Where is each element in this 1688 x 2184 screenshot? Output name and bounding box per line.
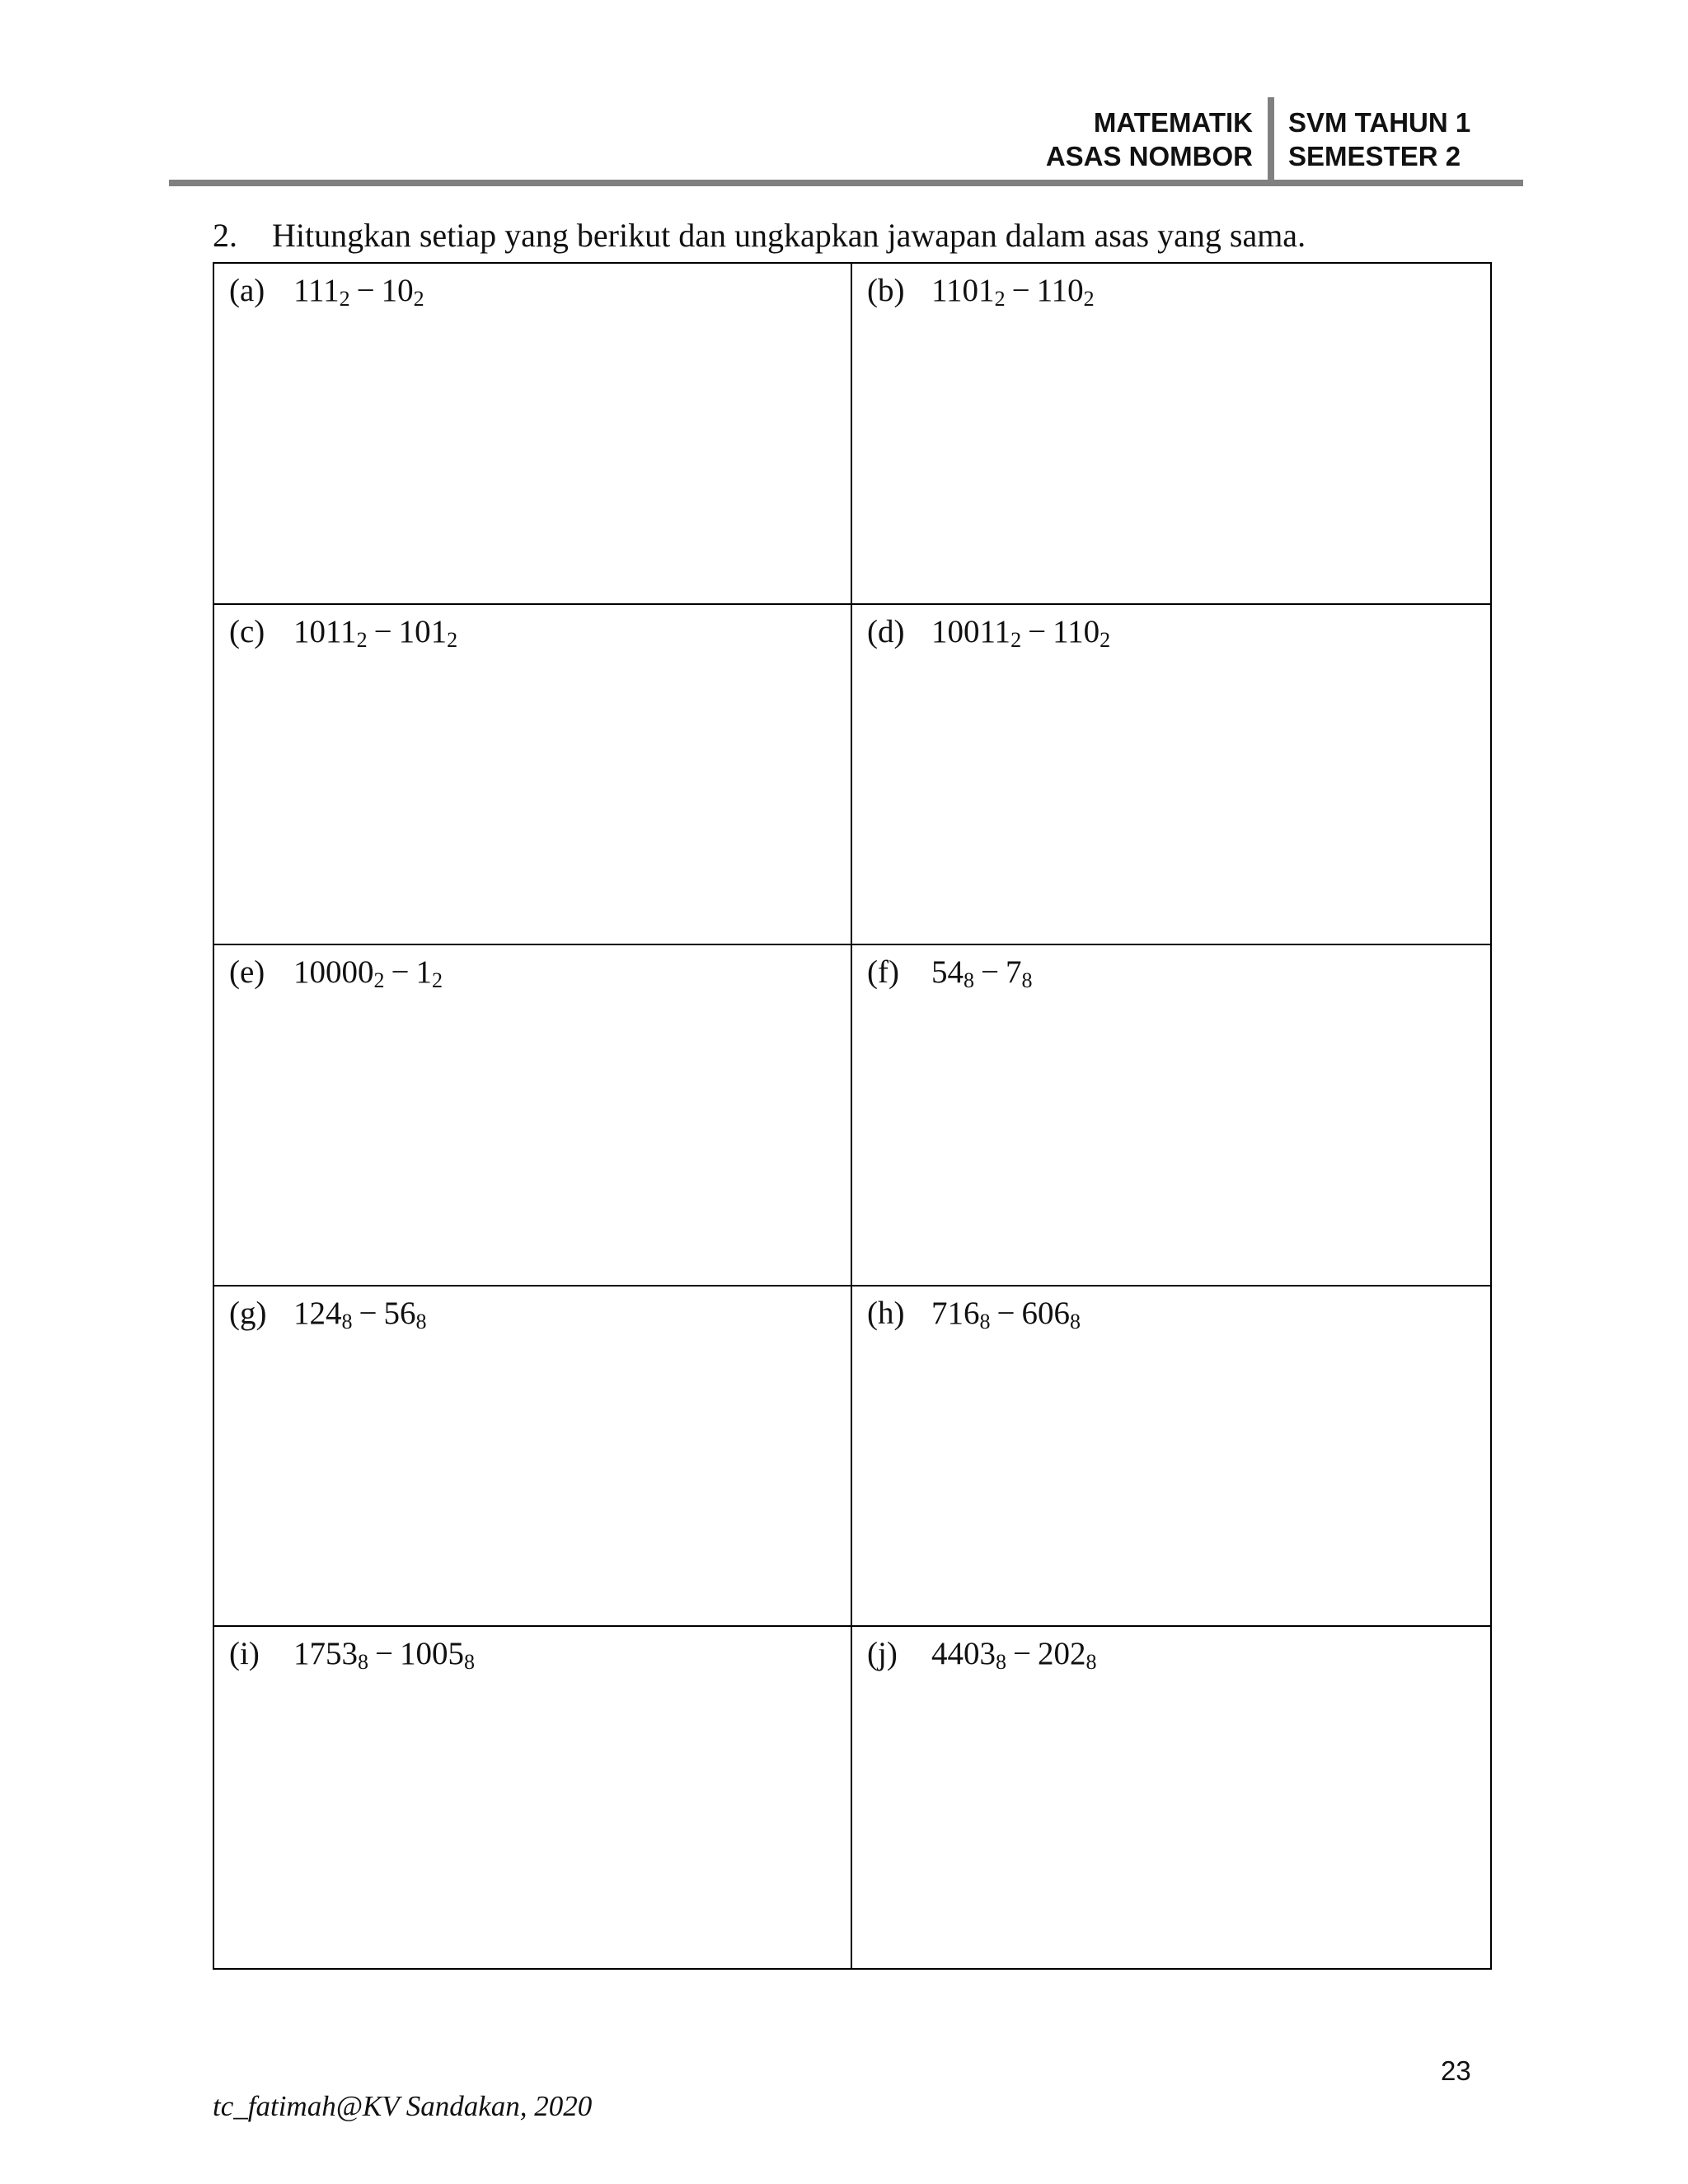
- operand-b: 110: [1053, 613, 1100, 649]
- minus-operator: −: [1028, 613, 1047, 649]
- minus-operator: −: [391, 954, 410, 991]
- operand-b: 1: [415, 954, 432, 991]
- operand-a: 54: [931, 954, 964, 991]
- item-expression: [931, 1296, 1081, 1331]
- operand-b-base: 8: [1021, 968, 1033, 993]
- operand-a-base: 2: [1010, 627, 1022, 652]
- operand-b: 101: [398, 613, 448, 649]
- question-heading: [213, 216, 1306, 255]
- operand-a-base: 2: [373, 968, 385, 993]
- operand-a: 124: [293, 1295, 342, 1331]
- operand-b: 10: [381, 273, 414, 308]
- minus-operator: −: [359, 1295, 377, 1331]
- item-label: (c): [229, 613, 265, 649]
- operand-b-base: 8: [1070, 1309, 1081, 1333]
- operand-b: 7: [1006, 954, 1022, 991]
- item-label: (e): [229, 954, 265, 991]
- minus-operator: −: [375, 1636, 393, 1672]
- item-expression: [293, 1636, 475, 1675]
- footer-credit: tc_fatimah@KV Sandakan, 2020: [213, 2090, 593, 2122]
- answer-cell[interactable]: [214, 1286, 852, 1628]
- header-divider: [1268, 97, 1274, 185]
- answer-cell[interactable]: [214, 945, 852, 1286]
- page-number: 23: [1441, 2055, 1471, 2086]
- answer-cell[interactable]: [214, 1627, 852, 1968]
- item-expression: [293, 1296, 427, 1331]
- operand-b-base: 8: [464, 1650, 475, 1675]
- operand-b-base: 2: [447, 627, 458, 652]
- answer-cell[interactable]: [214, 605, 852, 946]
- operand-a: 10000: [293, 954, 374, 991]
- operand-b-base: 8: [415, 1309, 427, 1333]
- question-text: Hitungkan setiap yang berikut dan ungkapkan jawapan dalam asas yang sama.: [272, 217, 1306, 254]
- operand-a-base: 8: [979, 1309, 991, 1333]
- item-label: (g): [229, 1295, 267, 1331]
- item-label: (j): [867, 1636, 898, 1672]
- answer-cell[interactable]: [214, 264, 852, 605]
- operand-b: 202: [1038, 1636, 1086, 1672]
- minus-operator: −: [356, 273, 375, 308]
- header-level-block: [1288, 105, 1470, 173]
- operand-a-base: 8: [996, 1650, 1006, 1675]
- operand-b: 110: [1036, 273, 1084, 308]
- operand-a-base: 8: [341, 1309, 353, 1333]
- item-label: (d): [867, 613, 905, 649]
- header-rule: [169, 180, 1523, 186]
- item-expression: [931, 273, 1095, 311]
- minus-operator: −: [996, 1295, 1015, 1331]
- minus-operator: −: [1013, 1636, 1031, 1672]
- operand-a: 10011: [931, 613, 1011, 649]
- answer-cell[interactable]: [852, 264, 1490, 605]
- operand-b-base: 2: [1083, 287, 1095, 311]
- operand-a-base: 8: [358, 1650, 368, 1675]
- operand-b-base: 2: [413, 287, 424, 311]
- operand-a: 1011: [293, 613, 357, 649]
- item-expression: [293, 954, 443, 993]
- operand-a-base: 8: [964, 968, 974, 993]
- operand-b: 56: [383, 1295, 416, 1331]
- answer-grid: [213, 262, 1492, 1970]
- header-level: SVM TAHUN 1: [1288, 107, 1471, 138]
- operand-b-base: 2: [432, 968, 443, 993]
- item-label: (i): [229, 1636, 260, 1672]
- answer-cell[interactable]: [852, 945, 1490, 1286]
- item-expression: [931, 613, 1111, 652]
- operand-a: 1753: [293, 1636, 358, 1672]
- operand-b-base: 8: [1085, 1650, 1097, 1675]
- operand-a-base: 2: [994, 287, 1006, 311]
- operand-a-base: 2: [356, 627, 368, 652]
- item-label: (h): [867, 1295, 905, 1331]
- header-subject: MATEMATIK: [1093, 107, 1253, 138]
- operand-a: 4403: [931, 1636, 996, 1672]
- item-expression: [931, 954, 1033, 993]
- item-expression: [293, 613, 458, 652]
- item-label: (a): [229, 273, 265, 308]
- page-header: [169, 97, 1517, 185]
- minus-operator: −: [373, 613, 392, 649]
- operand-b: 606: [1021, 1295, 1070, 1331]
- operand-a-base: 2: [339, 287, 350, 311]
- minus-operator: −: [981, 954, 999, 991]
- operand-b-base: 2: [1100, 627, 1111, 652]
- minus-operator: −: [1011, 273, 1030, 308]
- header-topic: ASAS NOMBOR: [1045, 141, 1253, 171]
- operand-a: 716: [931, 1295, 980, 1331]
- header-semester: SEMESTER 2: [1288, 141, 1461, 171]
- header-subject-block: [1046, 105, 1253, 173]
- question-number: 2.: [213, 217, 237, 254]
- item-label: (b): [867, 273, 905, 308]
- answer-cell[interactable]: [852, 1286, 1490, 1628]
- item-expression: [293, 273, 424, 311]
- operand-a: 1101: [931, 273, 995, 308]
- answer-cell[interactable]: [852, 605, 1490, 946]
- operand-b: 1005: [400, 1636, 464, 1672]
- item-label: (f): [867, 954, 899, 991]
- answer-cell[interactable]: [852, 1627, 1490, 1968]
- item-expression: [931, 1636, 1097, 1675]
- operand-a: 111: [293, 273, 340, 308]
